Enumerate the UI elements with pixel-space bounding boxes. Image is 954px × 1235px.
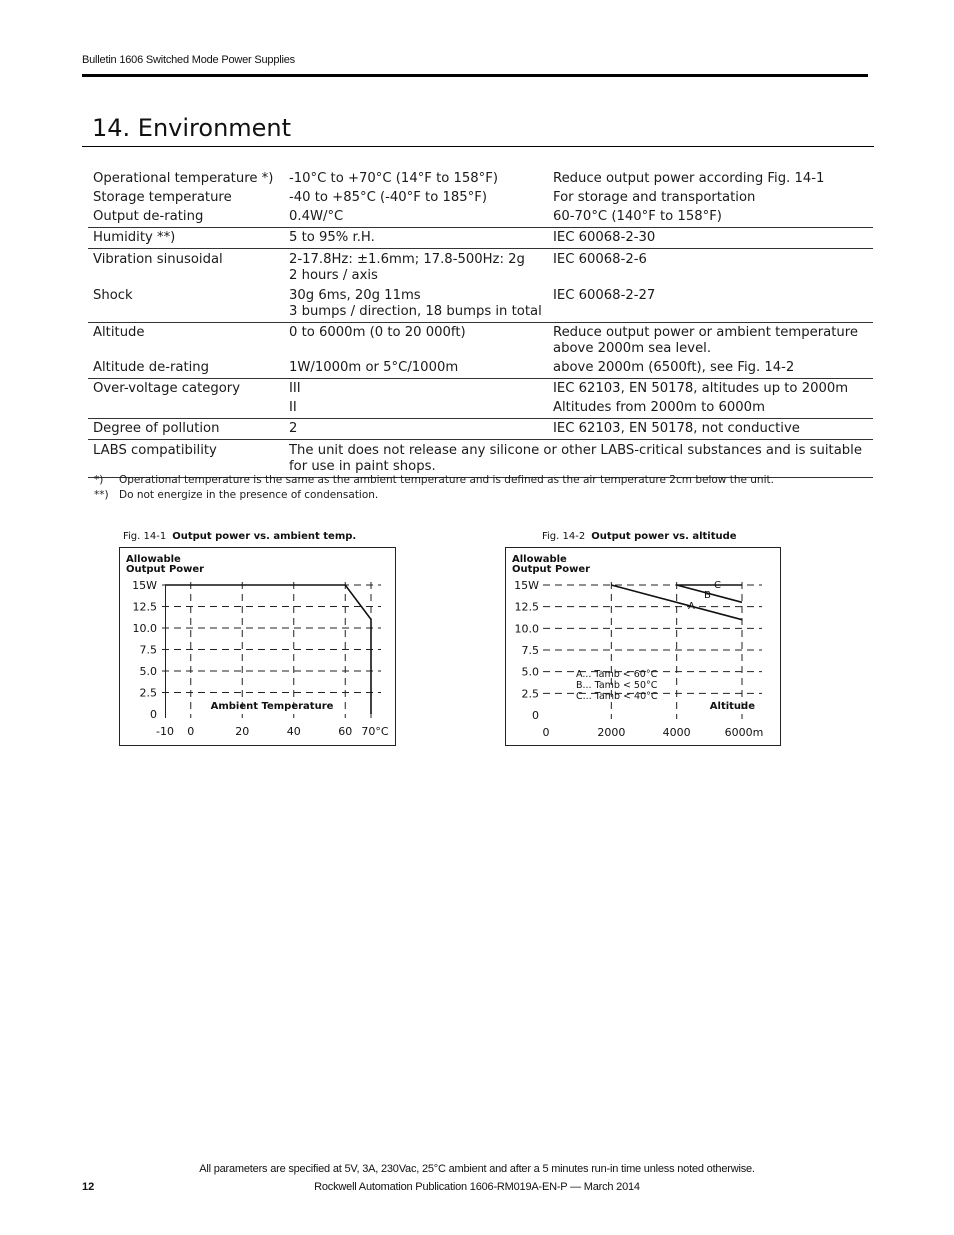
y-tick-label: 0	[532, 709, 539, 722]
header-rule	[82, 74, 868, 77]
chart-output-power-vs-altitude	[505, 547, 781, 746]
y-tick-label: 10.0	[132, 622, 157, 635]
chart-1-svg	[119, 547, 396, 746]
series-line-a	[611, 585, 742, 620]
chart-frame	[506, 548, 781, 746]
row-note: above 2000m (6500ft), see Fig. 14-2	[548, 357, 873, 379]
row-note: IEC 60068-2-27	[548, 284, 873, 323]
footnotes	[94, 473, 774, 503]
x-tick-label: 6000m	[724, 726, 764, 739]
row-label: Operational temperature *)	[93, 171, 274, 186]
x-tick-label: 20	[235, 725, 250, 738]
footer-note: All parameters are specified at 5V, 3A, 230Vac, 25°C ambient and after a 5 minutes run-in time unless noted otherwise.	[199, 1163, 755, 1175]
table-row-operational-temperature	[88, 171, 873, 187]
footnote-mark: **)	[94, 489, 109, 501]
row-value	[284, 249, 548, 285]
series-line	[165, 585, 371, 714]
y-axis-label: Output Power	[512, 564, 591, 575]
x-axis-label: Altitude	[709, 701, 755, 712]
row-value: II	[284, 397, 548, 419]
table-row-degree-of-pollution	[88, 419, 873, 440]
figure-caption-text: Output power vs. altitude	[591, 531, 737, 542]
row-value: 5 to 95% r.H.	[284, 228, 548, 249]
y-tick-label: 12.5	[132, 600, 157, 614]
figure-number: Fig. 14-1	[123, 531, 167, 542]
row-label: Storage temperature	[93, 190, 232, 205]
note-line: above 2000m sea level.	[553, 341, 712, 356]
y-tick-label: 12.5	[514, 600, 539, 614]
table-row-altitude	[88, 323, 873, 358]
section-title: 14. Environment	[92, 114, 292, 142]
figure-caption-1	[123, 531, 356, 542]
y-tick-label: 7.5	[521, 644, 539, 657]
row-note: IEC 62103, EN 50178, not conductive	[548, 419, 873, 440]
row-value: 2	[284, 419, 548, 440]
row-label: Altitude de-rating	[88, 357, 284, 379]
row-label: Shock	[88, 284, 284, 323]
y-tick-label: 10.0	[514, 622, 539, 636]
table-row-storage-temperature	[88, 187, 873, 206]
series-label-c: C	[714, 580, 721, 591]
row-label: Output de-rating	[88, 206, 284, 228]
row-value: -40 to +85°C (-40°F to 185°F)	[289, 190, 487, 205]
footer-publication: Rockwell Automation Publication 1606-RM019A-EN-P — March 2014	[314, 1181, 640, 1193]
table-row-output-derating	[88, 206, 873, 228]
row-note	[548, 323, 873, 358]
x-tick-label: 0	[542, 726, 550, 739]
x-tick-label: 0	[187, 725, 195, 738]
footnote-text: Operational temperature is the same as the ambient temperature and is defined as the air temperature 2cm below the unit.	[119, 474, 774, 486]
series-label-b: B	[704, 590, 711, 601]
document-header-title: Bulletin 1606 Switched Mode Power Supplies	[82, 54, 295, 66]
figure-number: Fig. 14-2	[542, 531, 586, 542]
row-label: Vibration sinusoidal	[93, 252, 223, 267]
row-label: Over-voltage category	[93, 381, 241, 396]
row-label-empty	[88, 397, 284, 419]
page-number: 12	[82, 1181, 95, 1193]
row-value: III	[289, 381, 301, 396]
x-tick-label: 70°C	[361, 725, 389, 738]
y-tick-label: 15W	[514, 579, 539, 592]
y-axis-label: Allowable	[512, 554, 567, 565]
legend-entry: A... Tamb < 60°C	[576, 669, 658, 680]
legend-entry: C... Tamb < 40°C	[576, 691, 658, 702]
figure-caption-2	[542, 531, 737, 542]
footnote-text: Do not energize in the presence of condensation.	[119, 489, 379, 501]
x-tick-label: 60	[338, 725, 353, 738]
row-label: Degree of pollution	[88, 419, 284, 440]
x-axis-label: Ambient Temperature	[210, 701, 334, 712]
y-tick-label: 5.0	[521, 665, 539, 679]
footnote	[94, 488, 774, 503]
table-row-altitude-derating	[88, 357, 873, 379]
footnote-mark: *)	[94, 474, 104, 486]
table-row-labs-compatibility	[88, 440, 873, 478]
y-tick-label: 5.0	[139, 665, 157, 678]
section-rule	[82, 146, 874, 147]
row-note: IEC 60068-2-6	[553, 252, 647, 267]
x-tick-label: 4000	[662, 726, 691, 739]
row-label: Humidity **)	[88, 228, 284, 249]
value-line: 3 bumps / direction, 18 bumps in total	[289, 304, 542, 319]
chart-2-svg	[505, 547, 781, 746]
x-tick-label: 2000	[597, 726, 626, 739]
x-tick-label: -10	[156, 725, 174, 738]
figure-caption-text: Output power vs. ambient temp.	[172, 531, 357, 542]
row-note: For storage and transportation	[553, 190, 756, 205]
table-row-overvoltage-category	[88, 379, 873, 398]
note-line: Reduce output power or ambient temperature	[553, 325, 858, 340]
y-tick-label: 2.5	[521, 687, 539, 701]
row-note: Altitudes from 2000m to 6000m	[548, 397, 873, 419]
y-tick-label: 15W	[132, 579, 157, 592]
row-label: LABS compatibility	[88, 440, 284, 478]
y-tick-label: 7.5	[139, 643, 157, 657]
y-tick-label: 0	[150, 708, 157, 721]
table-row-humidity	[88, 228, 873, 249]
row-note: IEC 60068-2-30	[548, 228, 873, 249]
row-note: Reduce output power according Fig. 14-1	[553, 171, 825, 186]
row-value: 0 to 6000m (0 to 20 000ft)	[289, 325, 466, 340]
legend-entry: B... Tamb < 50°C	[576, 680, 658, 691]
value-line: 2-17.8Hz: ±1.6mm; 17.8-500Hz: 2g	[289, 252, 525, 267]
y-axis-label: Allowable	[126, 554, 181, 565]
row-label: Altitude	[93, 325, 145, 340]
row-value: -10°C to +70°C (14°F to 158°F)	[289, 171, 499, 186]
y-tick-label: 2.5	[139, 686, 157, 700]
row-note: IEC 62103, EN 50178, altitudes up to 2000m	[553, 381, 849, 396]
series-label-a: A	[688, 601, 695, 612]
environment-table	[88, 171, 873, 478]
table-row-vibration	[88, 249, 873, 285]
x-tick-label: 40	[286, 725, 301, 738]
value-line: 30g 6ms, 20g 11ms	[289, 288, 421, 303]
row-value: 1W/1000m or 5°C/1000m	[284, 357, 548, 379]
chart-output-power-vs-temperature	[119, 547, 396, 746]
value-line: 2 hours / axis	[289, 268, 378, 283]
footnote	[94, 473, 774, 488]
table-row-overvoltage-category-2	[88, 397, 873, 419]
row-value: 0.4W/°C	[284, 206, 548, 228]
row-value: The unit does not release any silicone or other LABS-critical substances and is suitable for use in paint shops.	[284, 440, 873, 478]
row-note: 60-70°C (140°F to 158°F)	[548, 206, 873, 228]
chart-frame	[120, 548, 396, 746]
y-axis-label: Output Power	[126, 564, 205, 575]
row-value	[284, 284, 548, 323]
table-row-shock	[88, 284, 873, 323]
